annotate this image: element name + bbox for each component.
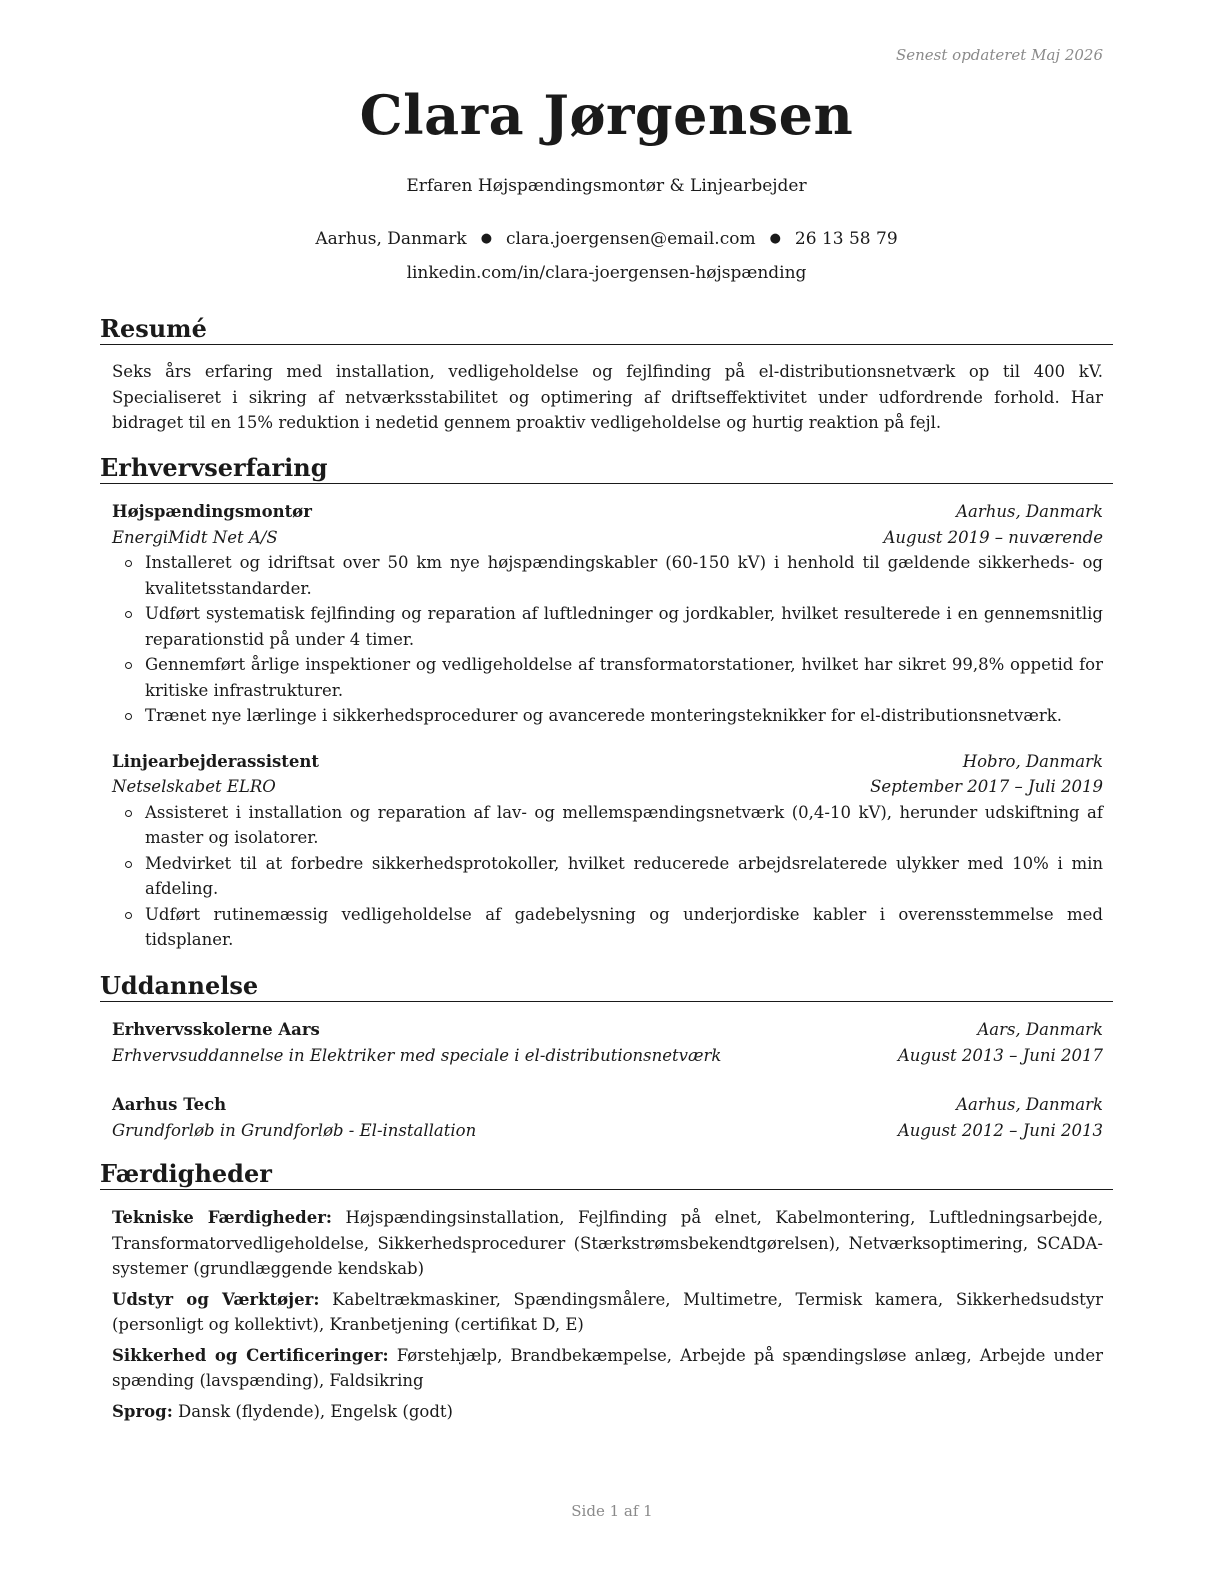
education-entry: [100, 1092, 1113, 1143]
job-role: Højspændingsmontør: [112, 502, 312, 521]
skill-text: Dansk (flydende), Engelsk (godt): [178, 1401, 453, 1421]
last-updated: Senest opdateret Maj 2026: [895, 46, 1103, 64]
job-company: Netselskabet ELRO: [112, 777, 276, 796]
job-entry: [100, 499, 1113, 729]
education-dates: August 2012 – Juni 2013: [897, 1120, 1103, 1140]
job-bullets: [112, 800, 1103, 953]
degree: Grundforløb in Grundforløb - El-installation: [112, 1120, 477, 1140]
section-title-education: Uddannelse: [100, 971, 1113, 1002]
job-dates: September 2017 – Juli 2019: [870, 777, 1103, 796]
degree: Erhvervsuddannelse in Elektriker med speciale i el-distributionsnetværk: [112, 1045, 722, 1065]
skill-label: Sikkerhed og Certificeringer:: [112, 1345, 389, 1365]
skill-group: [100, 1205, 1113, 1282]
skill-text: Højspændingsinstallation, Fejlfinding på elnet, Kabelmontering, Luftledningsarbejde, Transformatorvedligeholdelse, Sikkerhedsprocedurer (Stærkstrømsbekendtgørelsen), Netværksoptimering, SCADA-systemer (grundlæggende kendskab): [112, 1208, 1103, 1278]
contact-location: Aarhus, Danmark: [315, 229, 467, 249]
skill-group: [100, 1343, 1113, 1394]
skill-label: Udstyr og Værktøjer:: [112, 1289, 320, 1309]
summary-section: [100, 314, 1113, 436]
school-location: Aars, Danmark: [977, 1020, 1103, 1039]
job-bullets: [112, 550, 1103, 729]
school-name: Aarhus Tech: [112, 1095, 227, 1114]
summary-text: Seks års erfaring med installation, vedligeholdelse og fejlfinding på el-distributionsnetværk op til 400 kV. Specialiseret i sikring af netværksstabilitet og optimering af driftseffektivitet under udfordrende forhold. Har bidraget til en 15% reduktion i nedetid gennem proaktiv vedligeholdelse og hurtig reaktion på fejl.: [112, 362, 1103, 432]
page-number: Side 1 af 1: [571, 1502, 653, 1520]
candidate-name: Clara Jørgensen: [359, 83, 854, 147]
job-role: Linjearbejderassistent: [112, 751, 320, 771]
education-section: [100, 971, 1113, 1143]
school-location: Aarhus, Danmark: [956, 1095, 1103, 1114]
job-entry: [100, 749, 1113, 953]
contact-line: [100, 229, 1113, 249]
resume-page: [100, 0, 1113, 1584]
school-name: Erhvervsskolerne Aars: [112, 1020, 320, 1039]
education-dates: August 2013 – Juni 2017: [897, 1045, 1103, 1065]
contact-email[interactable]: clara.joergensen@email.com: [506, 229, 756, 249]
section-title-experience: Erhvervserfaring: [100, 453, 1113, 484]
section-title-summary: Resumé: [100, 314, 1113, 345]
contact-phone: 26 13 58 79: [794, 229, 898, 249]
education-entry: [100, 1017, 1113, 1068]
list-item: Medvirket til at forbedre sikkerhedsprotokoller, hvilket reducerede arbejdsrelaterede ulykker med 10% i min afdeling.: [112, 851, 1103, 902]
list-item: Installeret og idriftsat over 50 km nye højspændingskabler (60-150 kV) i henhold til gældende sikkerheds- og kvalitetsstandarder.: [112, 550, 1103, 601]
candidate-headline: Erfaren Højspændingsmontør & Linjearbejder: [406, 176, 807, 196]
bullet-separator: ●: [480, 231, 493, 246]
skill-label: Sprog:: [112, 1401, 173, 1421]
skill-text: Kabeltrækmaskiner, Spændingsmålere, Multimetre, Termisk kamera, Sikkerhedsudstyr (personligt og kollektivt), Kranbetjening (certifikat D, E): [112, 1289, 1103, 1334]
contact-linkedin[interactable]: linkedin.com/in/clara-joergensen-højspænding: [406, 263, 807, 283]
job-company: EnergiMidt Net A/S: [112, 527, 278, 547]
skill-group: [100, 1287, 1113, 1338]
section-title-skills: Færdigheder: [100, 1159, 1113, 1190]
experience-section: [100, 453, 1113, 953]
list-item: Assisteret i installation og reparation af lav- og mellemspændingsnetværk (0,4-10 kV), herunder udskiftning af master og isolatorer.: [112, 800, 1103, 851]
list-item: Udført systematisk fejlfinding og reparation af luftledninger og jordkabler, hvilket resulterede i en gennemsnitlig reparationstid på under 4 timer.: [112, 601, 1103, 652]
bullet-separator: ●: [769, 231, 781, 246]
skill-text: Førstehjælp, Brandbekæmpelse, Arbejde på spændingsløse anlæg, Arbejde under spænding (lavspænding), Faldsikring: [112, 1345, 1103, 1390]
job-location: Hobro, Danmark: [962, 751, 1103, 771]
skill-label: Tekniske Færdigheder:: [112, 1208, 332, 1227]
skills-section: [100, 1159, 1113, 1429]
job-location: Aarhus, Danmark: [956, 502, 1103, 521]
list-item: Trænet nye lærlinge i sikkerhedsprocedurer og avancerede monteringsteknikker for el-distributionsnetværk.: [112, 703, 1103, 729]
list-item: Gennemført årlige inspektioner og vedligeholdelse af transformatorstationer, hvilket har sikret 99,8% oppetid for kritiske infrastrukturer.: [112, 652, 1103, 703]
skill-group: [100, 1399, 1113, 1425]
job-dates: August 2019 – nuværende: [883, 527, 1103, 547]
list-item: Udført rutinemæssig vedligeholdelse af gadebelysning og underjordiske kabler i overensstemmelse med tidsplaner.: [112, 902, 1103, 953]
